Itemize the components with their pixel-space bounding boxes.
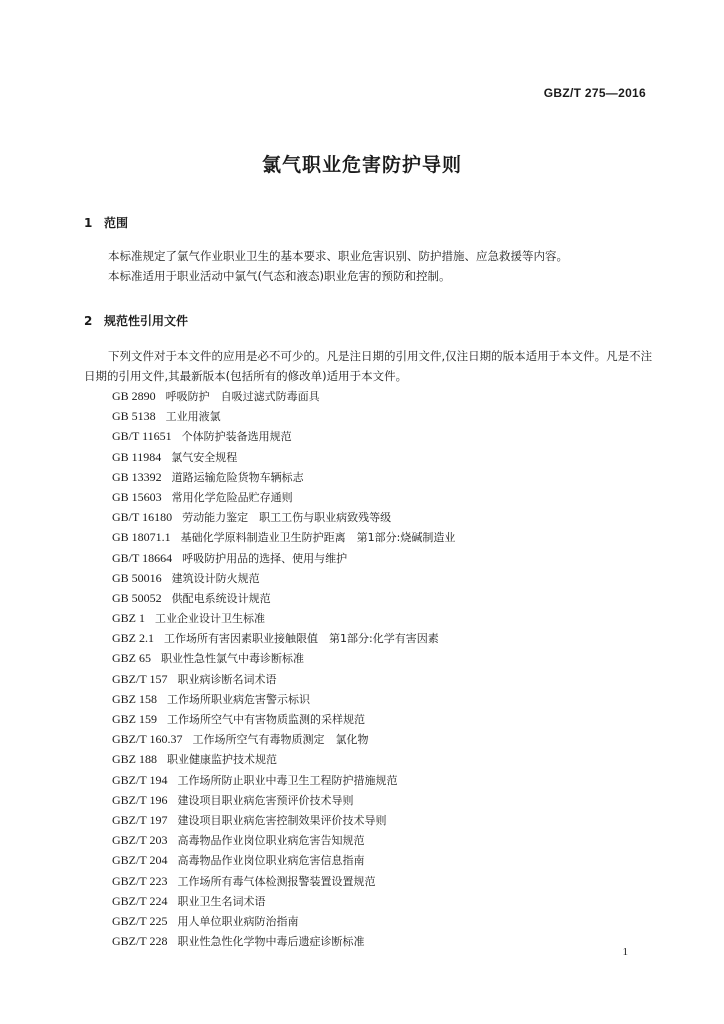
reference-item (112, 850, 455, 870)
reference-item (112, 891, 455, 911)
reference-item (112, 527, 455, 547)
reference-name: 氯气安全规程 (171, 450, 238, 464)
reference-item (112, 911, 455, 931)
reference-name: 工业用液氯 (165, 410, 221, 424)
reference-name: 用人单位职业病防治指南 (177, 914, 299, 928)
reference-code: GBZ/T 196 (112, 792, 168, 807)
document-title: 氯气职业危害防护导则 (261, 154, 462, 176)
reference-item (112, 749, 455, 769)
reference-code: GBZ/T 160.37 (112, 732, 183, 747)
reference-item (112, 810, 455, 830)
reference-name: 工作场所防止职业中毒卫生工程防护措施规范 (177, 773, 398, 787)
reference-item (112, 689, 455, 709)
reference-name: 供配电系统设计规范 (171, 591, 271, 605)
reference-item (112, 669, 455, 689)
reference-item (112, 628, 455, 648)
reference-code: GB/T 16180 (112, 510, 173, 525)
reference-name: 职业健康监护技术规范 (167, 753, 277, 767)
reference-item (112, 447, 455, 467)
section-1-heading (84, 214, 128, 231)
reference-name: 道路运输危险货物车辆标志 (171, 470, 304, 484)
reference-item (112, 871, 455, 891)
reference-code: GBZ/T 203 (112, 833, 168, 848)
reference-item (112, 386, 455, 406)
section-number: 2 (84, 314, 93, 328)
reference-name: 高毒物品作业岗位职业病危害告知规范 (177, 834, 365, 848)
reference-name: 工作场所空气中有害物质监测的采样规范 (167, 713, 365, 726)
reference-code: GB 18071.1 (112, 530, 171, 545)
reference-code: GBZ/T 225 (112, 913, 168, 928)
section-1-paragraph-2: 本标准适用于职业活动中氯气(气态和液态)职业危害的预防和控制。 (108, 269, 451, 283)
reference-code: GB 13392 (112, 469, 162, 484)
reference-item (112, 507, 455, 527)
reference-code: GBZ 188 (112, 752, 157, 767)
reference-code: GBZ 2.1 (112, 631, 154, 646)
reference-code: GB 50052 (112, 590, 162, 605)
standard-code: GBZ/T 275—2016 (543, 86, 646, 100)
reference-code: GB 2890 (112, 389, 156, 403)
reference-item (112, 790, 455, 810)
reference-name: 职业性急性氯气中毒诊断标准 (161, 652, 304, 666)
reference-item (112, 608, 455, 628)
section-title: 范围 (104, 216, 129, 230)
reference-name: 工业企业设计卫生标准 (155, 612, 265, 626)
reference-code: GBZ/T 228 (112, 934, 168, 949)
section-number: 1 (84, 216, 93, 230)
reference-item (112, 648, 455, 668)
reference-item (112, 406, 455, 426)
reference-name: 工作场所空气有毒物质测定 氯化物 (192, 733, 369, 747)
reference-code: GBZ/T 204 (112, 853, 168, 868)
reference-item (112, 548, 455, 568)
reference-code: GBZ 159 (112, 712, 157, 726)
reference-code: GB/T 18664 (112, 550, 173, 565)
reference-item (112, 588, 455, 608)
reference-code: GBZ/T 197 (112, 812, 168, 827)
reference-name: 建设项目职业病危害预评价技术导则 (177, 793, 354, 807)
reference-name: 呼吸防护 自吸过滤式防毒面具 (165, 390, 320, 403)
reference-item (112, 770, 455, 790)
reference-name: 个体防护装备选用规范 (181, 430, 292, 444)
section-2-paragraph-1: 下列文件对于本文件的应用是必不可少的。凡是注日期的引用文件,仅注日期的版本适用于本文件。凡是不注日期的引用文件,其最新版本(包括所有的修改单)适用于本文件。 (84, 349, 653, 383)
section-1-paragraph-1: 本标准规定了氯气作业职业卫生的基本要求、职业危害识别、防护措施、应急救援等内容。 (108, 249, 568, 263)
reference-code: GB 15603 (112, 489, 162, 504)
reference-code: GBZ/T 194 (112, 772, 168, 787)
reference-code: GB 50016 (112, 570, 162, 585)
section-2-heading (84, 312, 188, 329)
reference-name: 劳动能力鉴定 职工工伤与职业病致残等级 (182, 511, 392, 525)
reference-name: 工作场所有害因素职业接触限值 第1部分:化学有害因素 (164, 632, 439, 646)
reference-code: GB/T 11651 (112, 429, 172, 444)
reference-item (112, 931, 455, 951)
reference-item (112, 568, 455, 588)
reference-name: 常用化学危险品贮存通则 (171, 490, 293, 504)
reference-code: GBZ 158 (112, 691, 157, 706)
reference-name: 高毒物品作业岗位职业病危害信息指南 (177, 854, 365, 868)
reference-name: 职业性急性化学物中毒后遗症诊断标准 (177, 935, 365, 949)
reference-item (112, 467, 455, 487)
reference-name: 职业病诊断名词术语 (177, 672, 277, 686)
reference-name: 建设项目职业病危害控制效果评价技术导则 (177, 813, 387, 827)
section-title: 规范性引用文件 (104, 314, 189, 328)
page-number: 1 (622, 946, 628, 958)
normative-references-list (112, 386, 455, 951)
reference-name: 呼吸防护用品的选择、使用与维护 (182, 551, 348, 565)
reference-code: GBZ/T 157 (112, 671, 168, 686)
reference-item (112, 487, 455, 507)
reference-name: 工作场所职业病危害警示标识 (167, 692, 310, 706)
reference-code: GBZ/T 223 (112, 873, 168, 888)
reference-item (112, 729, 455, 749)
reference-code: GBZ/T 224 (112, 893, 168, 908)
reference-item (112, 426, 455, 446)
reference-name: 基础化学原料制造业卫生防护距离 第1部分:烧碱制造业 (180, 531, 456, 545)
reference-name: 职业卫生名词术语 (177, 894, 266, 908)
reference-code: GB 5138 (112, 409, 156, 424)
reference-code: GB 11984 (112, 449, 162, 464)
reference-item (112, 709, 455, 729)
reference-code: GBZ 65 (112, 651, 151, 666)
reference-name: 建筑设计防火规范 (171, 571, 260, 585)
reference-item (112, 830, 455, 850)
reference-code: GBZ 1 (112, 611, 145, 626)
reference-name: 工作场所有毒气体检测报警装置设置规范 (177, 874, 376, 888)
